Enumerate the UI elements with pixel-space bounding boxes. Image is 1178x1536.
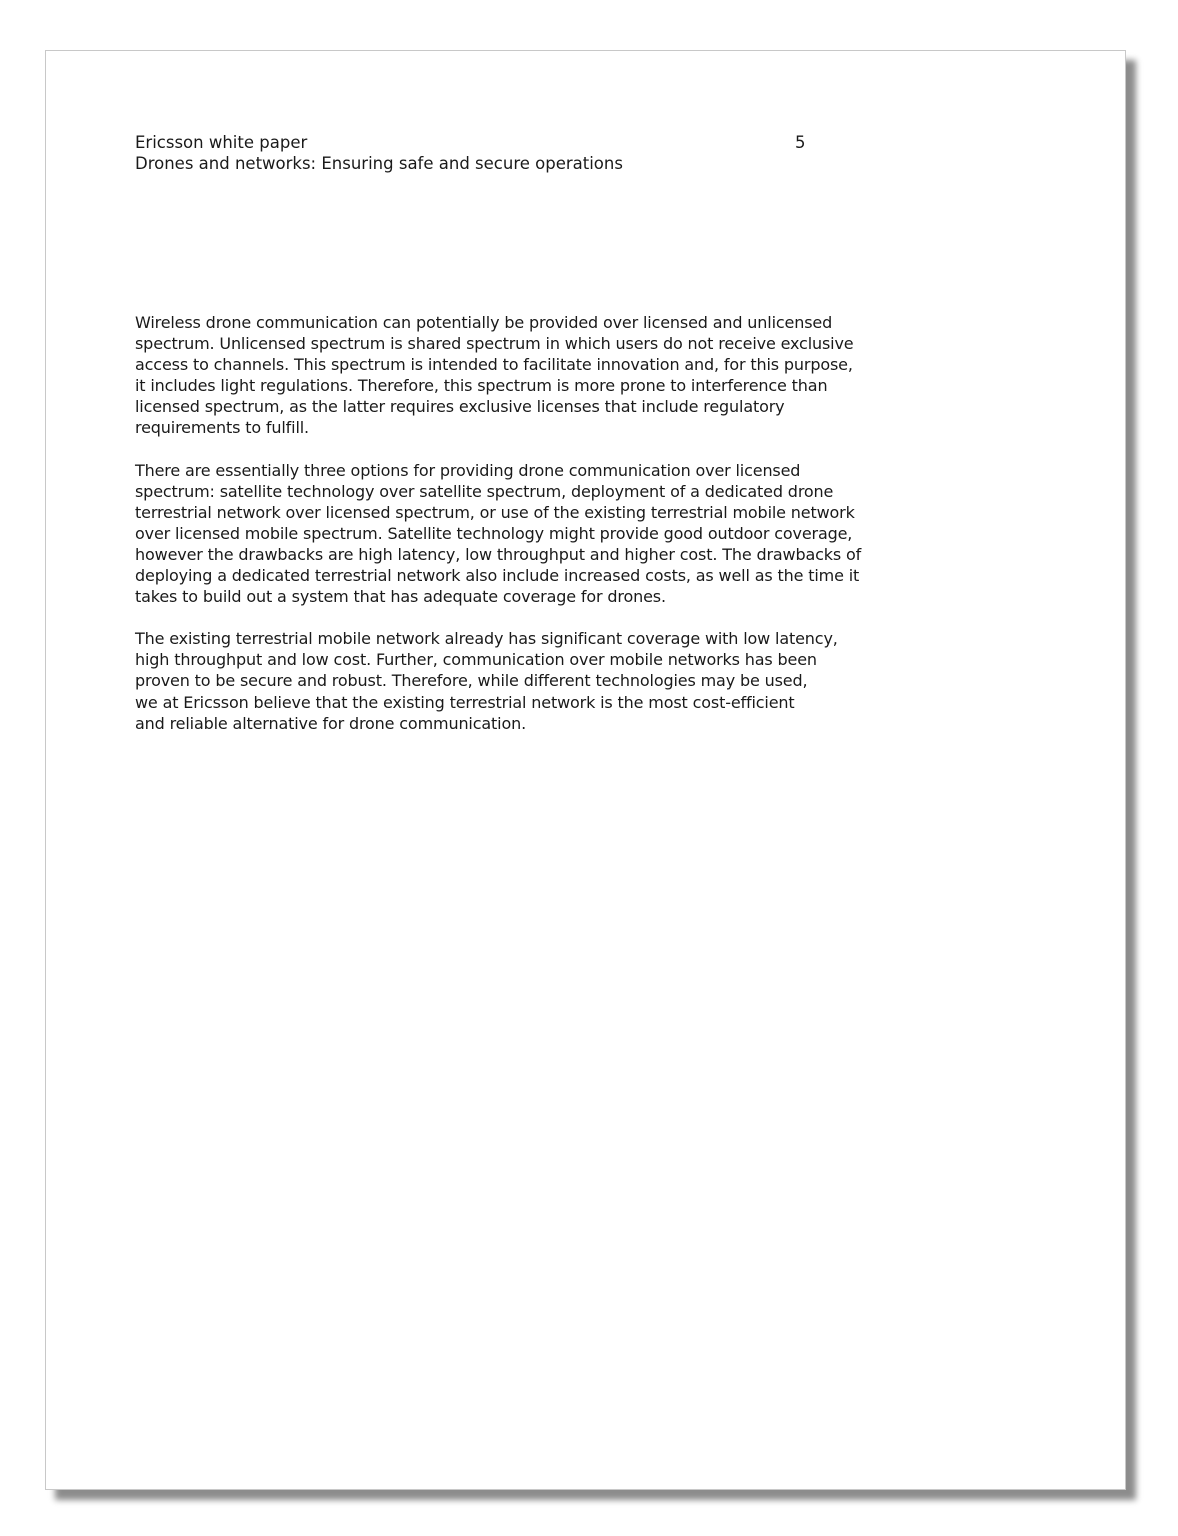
document-page: [45, 50, 1126, 1490]
text-line: takes to build out a system that has adequate coverage for drones.: [135, 587, 666, 607]
page-number: 5: [795, 133, 806, 152]
text-line: Wireless drone communication can potentially be provided over licensed and unlicensed: [135, 313, 833, 332]
text-line: The existing terrestrial mobile network already has significant coverage with low latency,: [135, 629, 838, 649]
paragraph: [135, 460, 875, 608]
text-line: requirements to fulfill.: [135, 418, 309, 438]
text-line: we at Ericsson believe that the existing terrestrial network is the most cost-efficient: [135, 692, 795, 712]
page-header: [135, 132, 815, 174]
paragraph: [135, 312, 875, 439]
text-line: over licensed mobile spectrum. Satellite technology might provide good outdoor coverage,: [135, 523, 853, 543]
text-line: access to channels. This spectrum is intended to facilitate innovation and, for this purpose,: [135, 355, 853, 375]
document-title: Drones and networks: Ensuring safe and secure operations: [135, 154, 623, 173]
paragraph: [135, 628, 875, 733]
text-line: it includes light regulations. Therefore, this spectrum is more prone to interference than: [135, 376, 828, 396]
publisher-label: Ericsson white paper: [135, 133, 308, 152]
text-line: and reliable alternative for drone communication.: [135, 713, 527, 733]
text-line: deploying a dedicated terrestrial network also include increased costs, as well as the time it: [135, 566, 860, 586]
text-line: spectrum. Unlicensed spectrum is shared spectrum in which users do not receive exclusive: [135, 334, 854, 354]
body-text: [135, 312, 875, 755]
text-line: spectrum: satellite technology over satellite spectrum, deployment of a dedicated drone: [135, 481, 834, 501]
text-line: however the drawbacks are high latency, low throughput and higher cost. The drawbacks of: [135, 544, 862, 564]
text-line: terrestrial network over licensed spectrum, or use of the existing terrestrial mobile network: [135, 502, 855, 522]
text-line: proven to be secure and robust. Therefore, while different technologies may be used,: [135, 671, 808, 691]
text-line: There are essentially three options for providing drone communication over licensed: [135, 460, 801, 480]
text-line: high throughput and low cost. Further, communication over mobile networks has been: [135, 650, 817, 670]
text-line: licensed spectrum, as the latter requires exclusive licenses that include regulatory: [135, 397, 785, 417]
